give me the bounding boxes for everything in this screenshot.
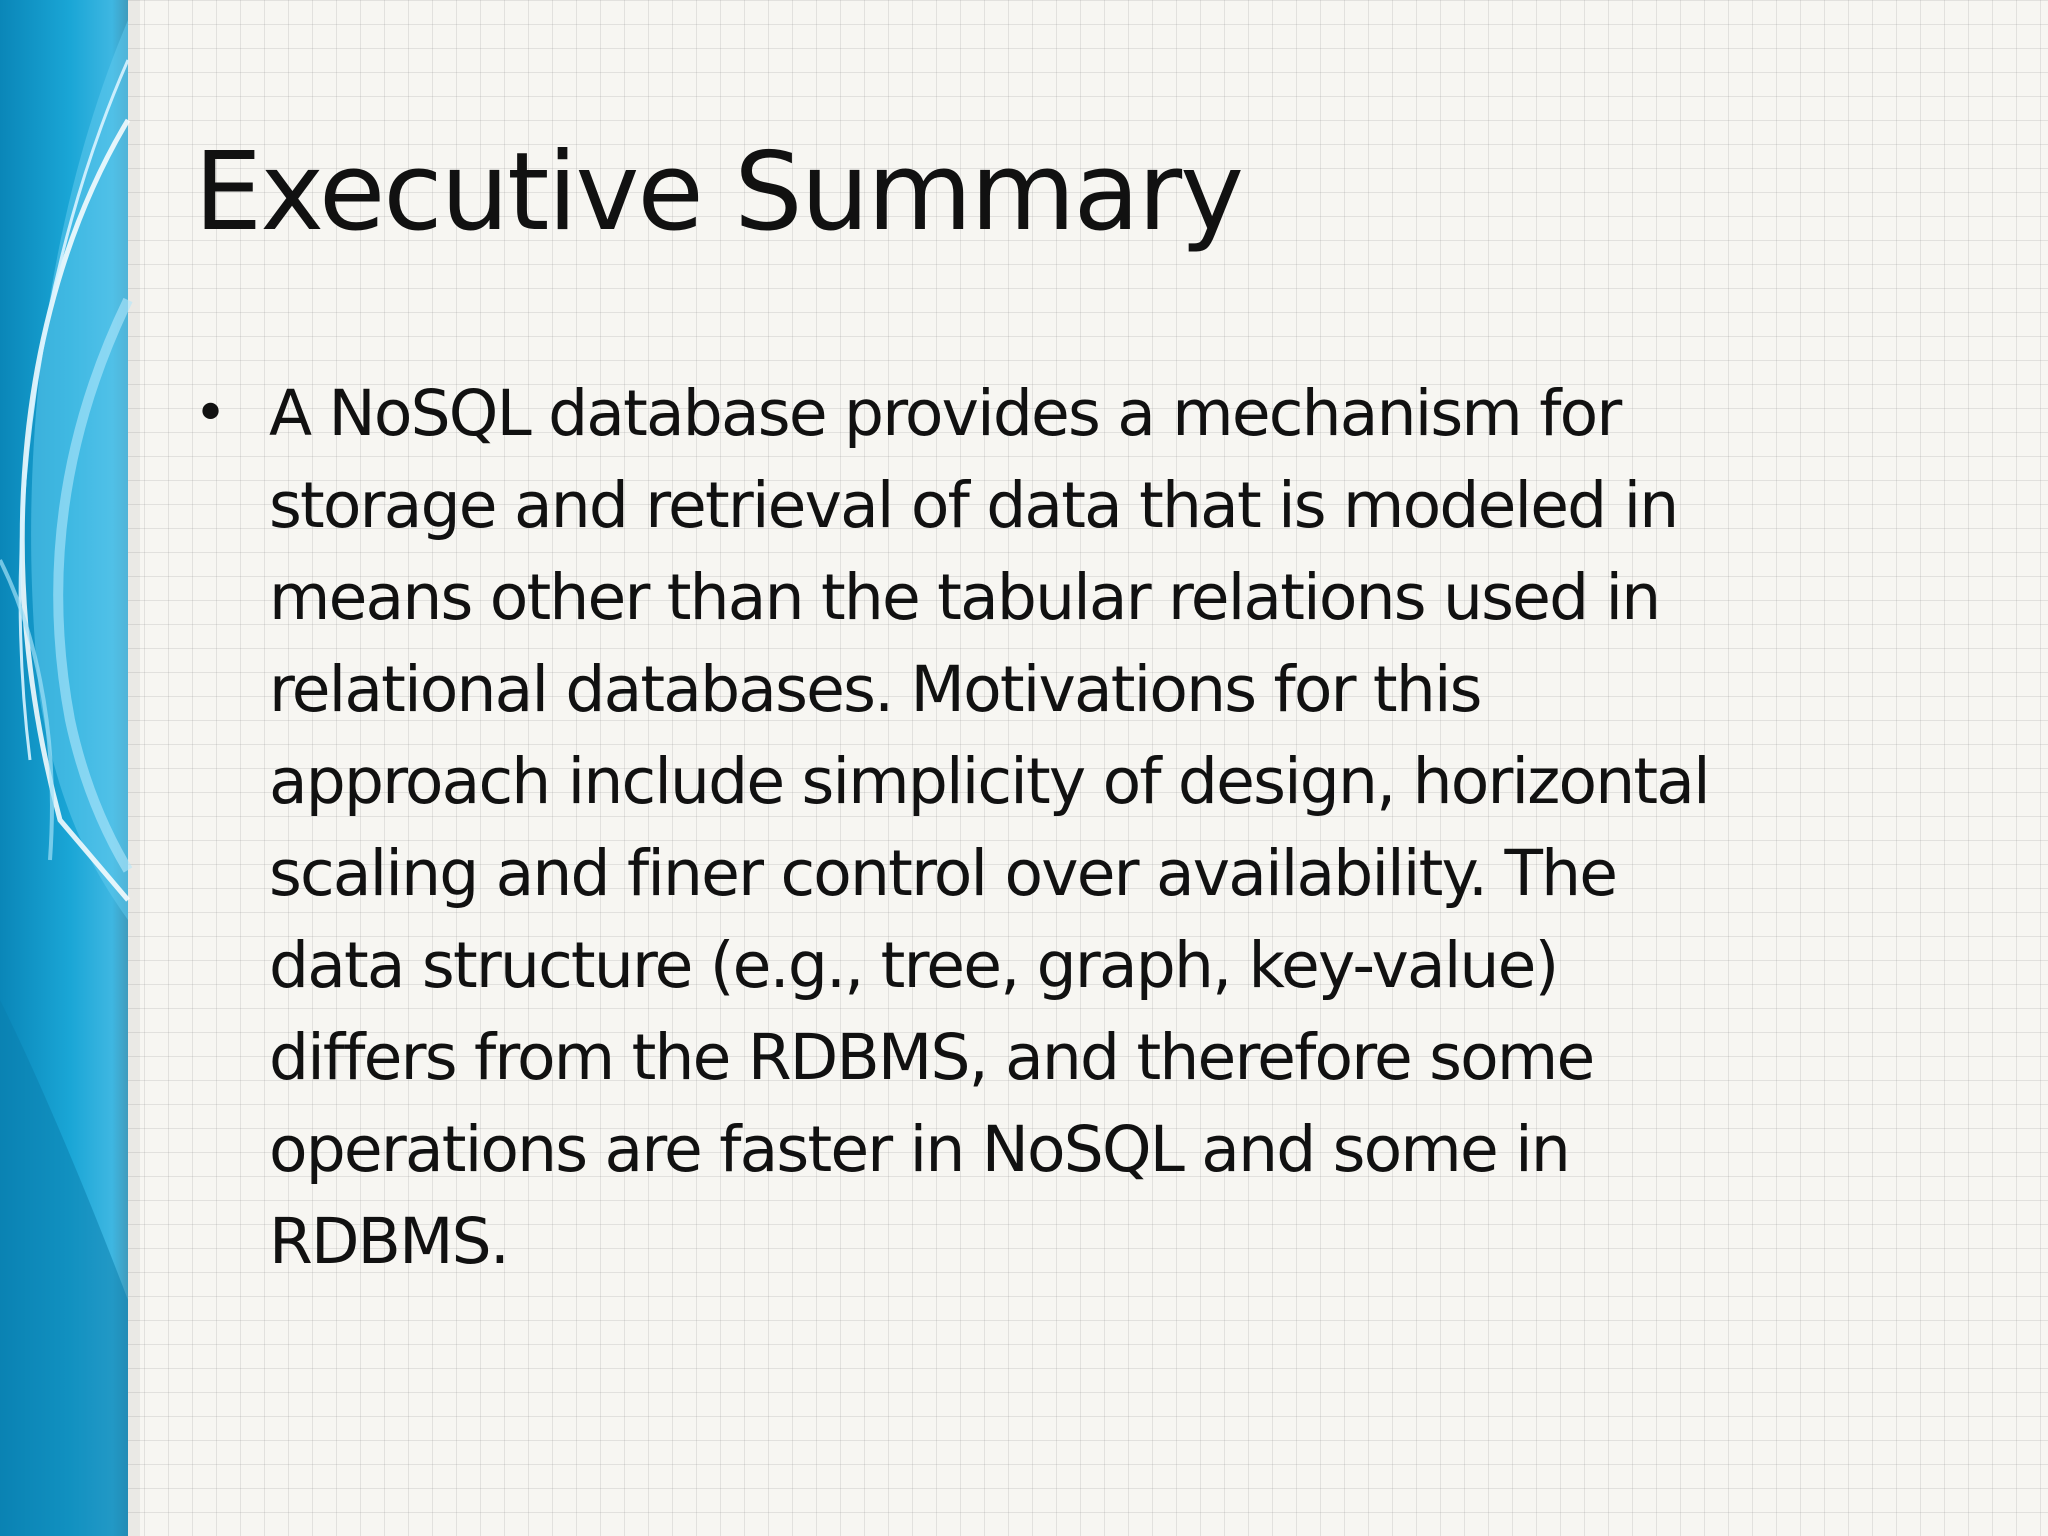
bullet-text-line: A NoSQL database provides a mechanism for [269, 377, 1621, 450]
bullet-item [194, 368, 1954, 1288]
bullet-text-line: RDBMS. [269, 1205, 509, 1278]
bullet-dot-icon: • [194, 381, 228, 446]
decorative-side-band [0, 0, 140, 1536]
bullet-text-line: relational databases. Motivations for this [269, 653, 1481, 726]
slide-body [194, 368, 1954, 1288]
bullet-text-line: approach include simplicity of design, horizontal [269, 745, 1709, 818]
bullet-text-line: scaling and finer control over availability. The [269, 837, 1617, 910]
bullet-text-line: differs from the RDBMS, and therefore some [269, 1021, 1594, 1094]
slide-title: Executive Summary [194, 130, 1243, 255]
bullet-text-line: means other than the tabular relations used in [269, 561, 1660, 634]
bullet-text-line: data structure (e.g., tree, graph, key-value) [269, 929, 1558, 1002]
bullet-text-line: storage and retrieval of data that is modeled in [269, 469, 1678, 542]
wave-decoration-graphic [0, 0, 140, 1536]
bullet-text-line: operations are faster in NoSQL and some in [269, 1113, 1569, 1186]
